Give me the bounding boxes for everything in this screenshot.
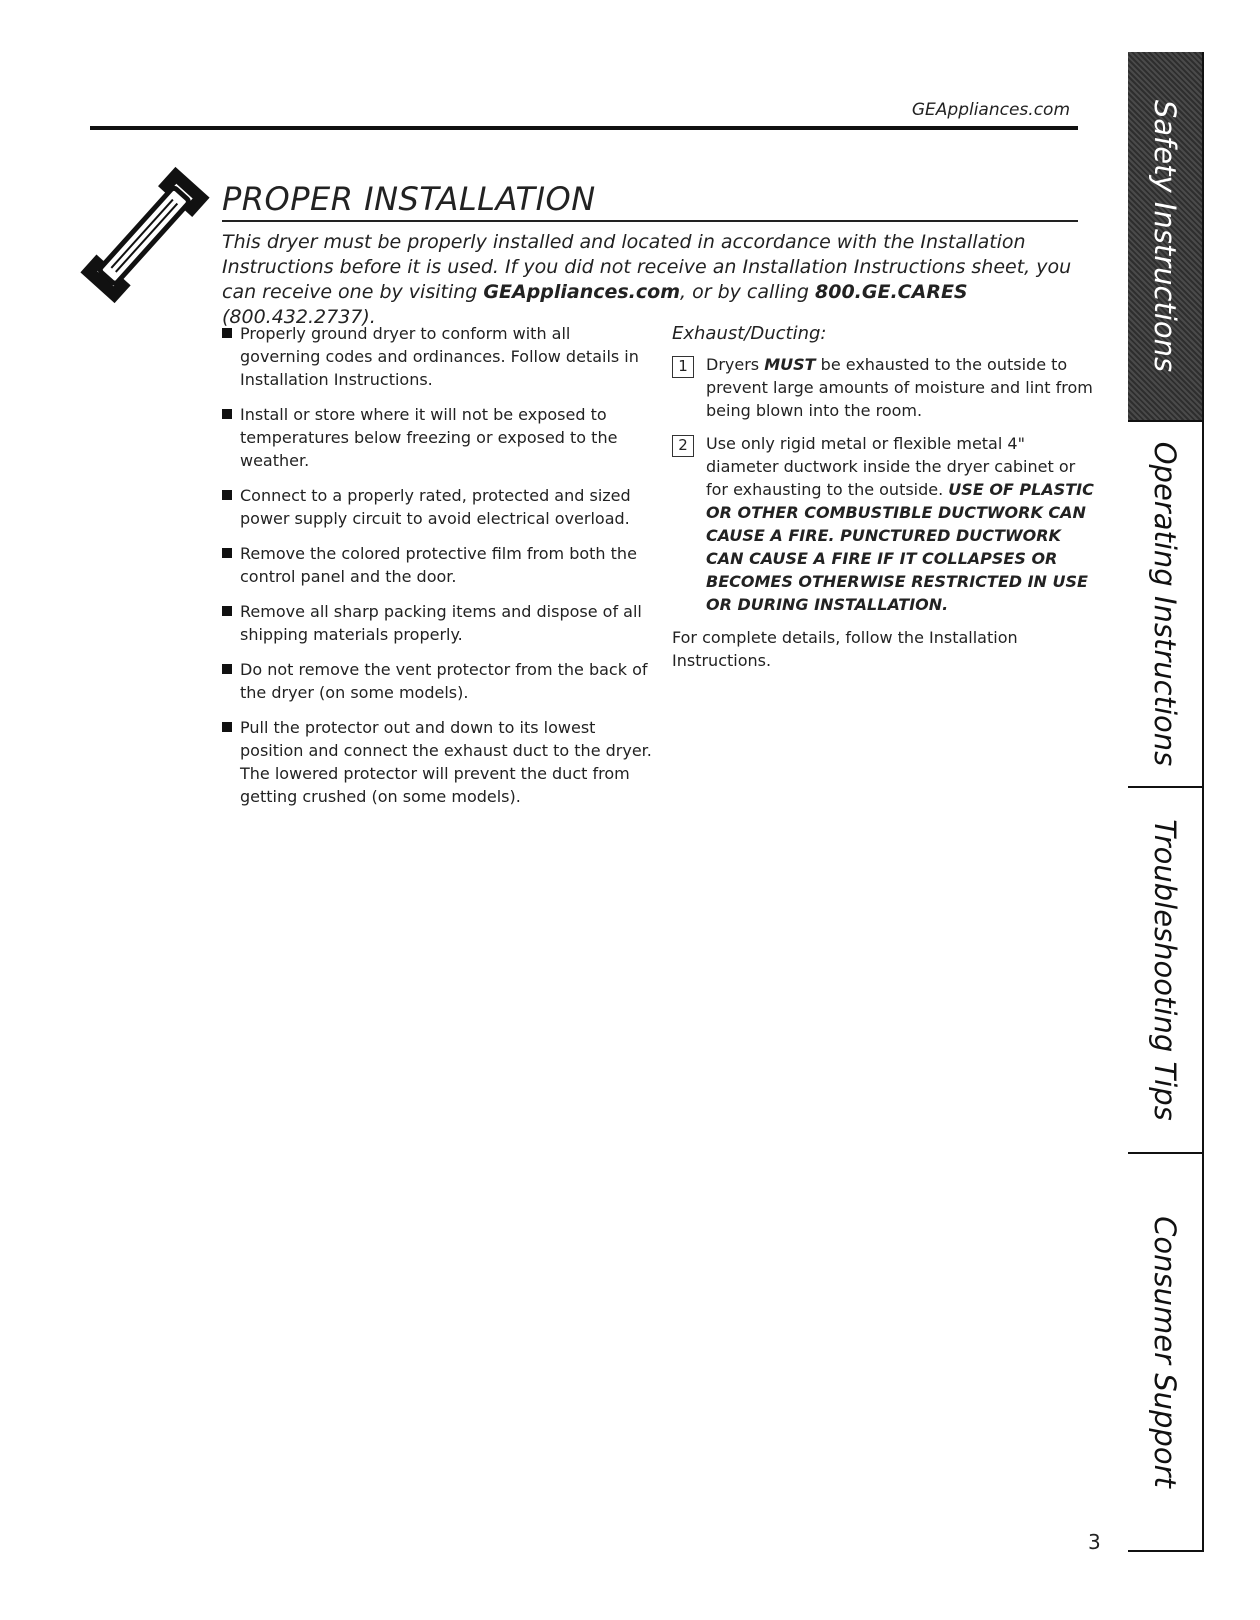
step-number-box: 2 [672, 435, 694, 457]
list-item: Remove all sharp packing items and dispose of all shipping materials properly. [222, 600, 652, 646]
header-rule [90, 126, 1078, 130]
fire-warning: USE OF PLASTIC OR OTHER COMBUSTIBLE DUCTWORK CAN CAUSE A FIRE. PUNCTURED DUCTWORK CAN CAUSE A FIRE IF IT COLLAPSES OR BECOMES OTHERWISE RESTRICTED IN USE OR DURING INSTALLATION. [706, 480, 1094, 614]
exhaust-section [672, 322, 1102, 672]
bullet-square-icon [222, 409, 232, 419]
bullet-square-icon [222, 490, 232, 500]
installation-bullets [222, 322, 652, 820]
list-item: Properly ground dryer to conform with all governing codes and ordinances. Follow details in Installation Instructions. [222, 322, 652, 391]
exhaust-step-1: 1 Dryers MUST be exhausted to the outside to prevent large amounts of moisture and lint from being blown into the room. [672, 353, 1102, 422]
step-number-box: 1 [672, 356, 694, 378]
list-item: Install or store where it will not be exposed to temperatures below freezing or exposed to the weather. [222, 403, 652, 472]
tab-operating-instructions[interactable]: Operating Instructions [1128, 422, 1202, 788]
phone-code: 800.GE.CARES [815, 281, 968, 303]
tab-safety-instructions[interactable]: Safety Instructions [1128, 52, 1202, 422]
tab-troubleshooting-tips[interactable]: Troubleshooting Tips [1128, 788, 1202, 1154]
list-item: Pull the protector out and down to its lowest position and connect the exhaust duct to the dryer. The lowered protector will prevent the duct from getting crushed (on some models). [222, 716, 652, 808]
tab-consumer-support[interactable]: Consumer Support [1128, 1154, 1202, 1552]
intro-paragraph: This dryer must be properly installed and located in accordance with the Installation Instructions before it is used. If you did not receive an Installation Instructions sheet, you can receive one by visiting GEAppliances.com, or by calling 800.GE.CARES (800.432.2737). [222, 231, 1072, 328]
details-note: For complete details, follow the Installation Instructions. [672, 628, 1018, 670]
bullet-square-icon [222, 664, 232, 674]
bullet-square-icon [222, 722, 232, 732]
bullet-square-icon [222, 328, 232, 338]
list-item: Remove the colored protective film from both the control panel and the door. [222, 542, 652, 588]
page-number: 3 [1088, 1530, 1101, 1554]
bullet-square-icon [222, 606, 232, 616]
site-url[interactable]: GEAppliances.com [911, 100, 1070, 120]
section-tabs [1128, 52, 1204, 1552]
site-link[interactable]: GEAppliances.com [483, 281, 681, 303]
title-rule [222, 220, 1078, 222]
exhaust-heading: Exhaust/Ducting: [672, 323, 827, 344]
list-item: Do not remove the vent protector from the back of the dryer (on some models). [222, 658, 652, 704]
bullet-square-icon [222, 548, 232, 558]
exhaust-step-2: 2 Use only rigid metal or flexible metal 4" diameter ductwork inside the dryer cabinet or for exhausting to the outside. USE OF PLASTIC OR OTHER COMBUSTIBLE DUCTWORK CAN CAUSE A FIRE. PUNCTURED DUCTWORK CAN CAUSE A FIRE IF IT COLLAPSES OR BECOMES OTHERWISE RESTRICTED IN USE OR DURING INSTALLATION. [672, 432, 1102, 616]
page-title: PROPER INSTALLATION [222, 180, 596, 218]
list-item: Connect to a properly rated, protected and sized power supply circuit to avoid electrical overload. [222, 484, 652, 530]
wrench-icon [70, 160, 220, 310]
